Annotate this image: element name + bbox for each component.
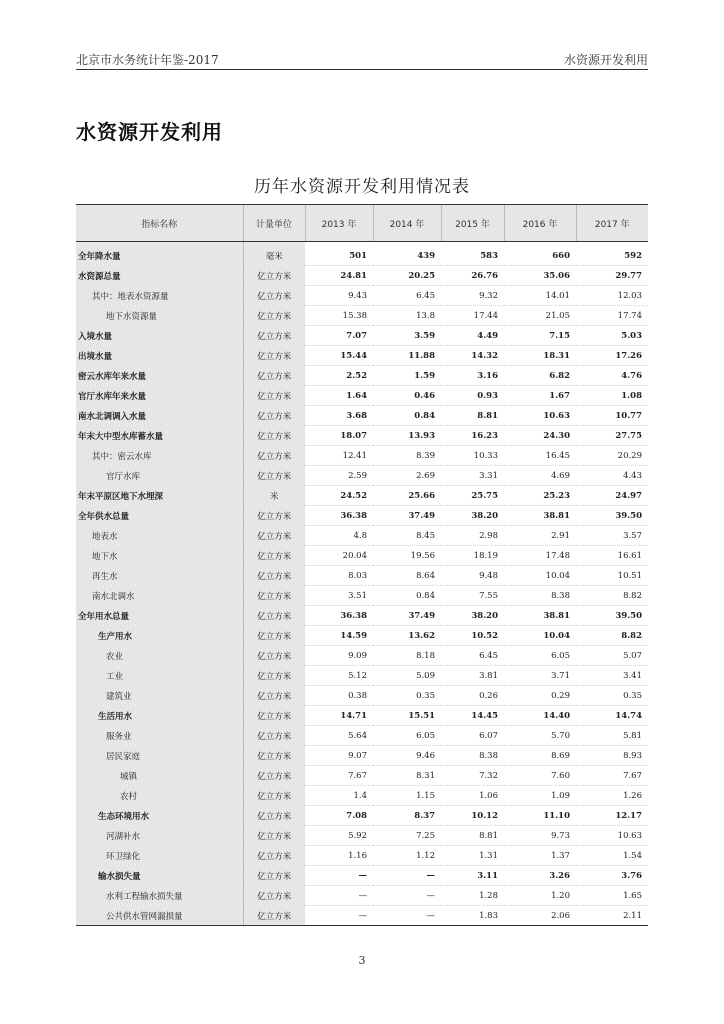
row-value-cell: 17.48 — [504, 546, 576, 566]
row-value-cell: 8.03 — [305, 566, 373, 586]
row-value-cell: 1.67 — [504, 386, 576, 406]
row-value-cell: 1.28 — [441, 886, 504, 906]
row-value-cell: 8.69 — [504, 746, 576, 766]
row-unit: 亿立方米 — [243, 826, 305, 846]
row-value-cell: 24.97 — [576, 486, 648, 506]
row-value-cell: 25.66 — [373, 486, 441, 506]
table-row — [76, 406, 648, 426]
table-row — [76, 266, 648, 286]
table-title: 历年水资源开发利用情况表 — [254, 177, 470, 197]
row-value-cell: — — [305, 866, 373, 886]
running-header — [76, 47, 648, 70]
row-indicator-name: 入境水量 — [76, 326, 243, 346]
row-indicator-name: 地下水 — [76, 546, 243, 566]
row-value-cell: 8.18 — [373, 646, 441, 666]
row-indicator-name: 生活用水 — [76, 706, 243, 726]
row-value-cell: 8.37 — [373, 806, 441, 826]
row-indicator-name: 地下水资源量 — [76, 306, 243, 326]
table-row — [76, 606, 648, 626]
row-value-cell: 0.35 — [373, 686, 441, 706]
row-unit: 亿立方米 — [243, 366, 305, 386]
row-value-cell: 1.15 — [373, 786, 441, 806]
row-value-cell: 3.68 — [305, 406, 373, 426]
row-indicator-name: 生态环境用水 — [76, 806, 243, 826]
row-value-cell: — — [373, 886, 441, 906]
row-value-cell: 1.83 — [441, 906, 504, 926]
row-value-cell: 29.77 — [576, 266, 648, 286]
row-value-cell: 8.82 — [576, 586, 648, 606]
row-unit: 亿立方米 — [243, 586, 305, 606]
row-value-cell: 13.62 — [373, 626, 441, 646]
row-unit: 亿立方米 — [243, 466, 305, 486]
row-value-cell: 12.03 — [576, 286, 648, 306]
row-value-cell: 25.75 — [441, 486, 504, 506]
row-value-cell: 9.46 — [373, 746, 441, 766]
table-row — [76, 426, 648, 446]
row-value-cell: 8.93 — [576, 746, 648, 766]
row-unit: 亿立方米 — [243, 326, 305, 346]
row-value-cell: 17.74 — [576, 306, 648, 326]
column-header-year: 2017 年 — [576, 205, 648, 242]
row-value-cell: — — [305, 886, 373, 906]
row-unit: 亿立方米 — [243, 906, 305, 926]
row-value-cell: 14.71 — [305, 706, 373, 726]
row-value-cell: 8.64 — [373, 566, 441, 586]
row-value-cell: 3.31 — [441, 466, 504, 486]
row-value-cell: 1.08 — [576, 386, 648, 406]
row-value-cell: 10.33 — [441, 446, 504, 466]
row-unit: 亿立方米 — [243, 626, 305, 646]
row-value-cell: 10.04 — [504, 626, 576, 646]
row-value-cell: 15.51 — [373, 706, 441, 726]
row-value-cell: 10.63 — [576, 826, 648, 846]
row-value-cell: 9.32 — [441, 286, 504, 306]
row-value-cell: 660 — [504, 242, 576, 266]
table-row — [76, 706, 648, 726]
row-value-cell: 1.59 — [373, 366, 441, 386]
table-row — [76, 686, 648, 706]
row-unit: 亿立方米 — [243, 786, 305, 806]
row-value-cell: 1.4 — [305, 786, 373, 806]
row-value-cell: 12.41 — [305, 446, 373, 466]
row-value-cell: 10.51 — [576, 566, 648, 586]
row-value-cell: 18.19 — [441, 546, 504, 566]
table-row — [76, 526, 648, 546]
row-indicator-name: 环卫绿化 — [76, 846, 243, 866]
table-row — [76, 306, 648, 326]
row-indicator-name: 工业 — [76, 666, 243, 686]
row-value-cell: 38.20 — [441, 506, 504, 526]
row-indicator-name: 全年降水量 — [76, 242, 243, 266]
table-row — [76, 566, 648, 586]
row-value-cell: 9.07 — [305, 746, 373, 766]
row-value-cell: 11.10 — [504, 806, 576, 826]
row-value-cell: 592 — [576, 242, 648, 266]
table-row — [76, 866, 648, 886]
row-value-cell: 9.48 — [441, 566, 504, 586]
row-value-cell: 4.8 — [305, 526, 373, 546]
row-indicator-name: 南水北调水 — [76, 586, 243, 606]
row-unit: 亿立方米 — [243, 406, 305, 426]
row-value-cell: 1.31 — [441, 846, 504, 866]
row-value-cell: 7.15 — [504, 326, 576, 346]
row-unit: 亿立方米 — [243, 846, 305, 866]
row-value-cell: 3.16 — [441, 366, 504, 386]
column-header-indicator: 指标名称 — [76, 205, 243, 242]
table-row — [76, 286, 648, 306]
row-unit: 亿立方米 — [243, 666, 305, 686]
header-book-title: 北京市水务统计年鉴-2017 — [76, 53, 219, 67]
row-indicator-name: 出境水量 — [76, 346, 243, 366]
row-value-cell: 37.49 — [373, 606, 441, 626]
row-value-cell: 2.52 — [305, 366, 373, 386]
row-value-cell: 0.38 — [305, 686, 373, 706]
row-indicator-name: 官厅水库年来水量 — [76, 386, 243, 406]
row-value-cell: 3.59 — [373, 326, 441, 346]
row-value-cell: 5.81 — [576, 726, 648, 746]
row-value-cell: 1.20 — [504, 886, 576, 906]
row-value-cell: 0.29 — [504, 686, 576, 706]
row-value-cell: 13.8 — [373, 306, 441, 326]
row-unit: 亿立方米 — [243, 866, 305, 886]
table-row — [76, 466, 648, 486]
row-value-cell: 6.45 — [441, 646, 504, 666]
column-header-year: 2016 年 — [504, 205, 576, 242]
column-header-year: 2013 年 — [305, 205, 373, 242]
row-value-cell: 8.31 — [373, 766, 441, 786]
row-indicator-name: 全年供水总量 — [76, 506, 243, 526]
row-value-cell: 14.45 — [441, 706, 504, 726]
row-indicator-name: 服务业 — [76, 726, 243, 746]
table-row — [76, 646, 648, 666]
row-indicator-name: 其中：地表水资源量 — [76, 286, 243, 306]
header-section-name: 水资源开发利用 — [563, 53, 648, 67]
row-unit: 毫米 — [243, 242, 305, 266]
row-value-cell: 3.26 — [504, 866, 576, 886]
table-row — [76, 366, 648, 386]
row-value-cell: 14.74 — [576, 706, 648, 726]
row-value-cell: 3.81 — [441, 666, 504, 686]
row-value-cell: 8.38 — [441, 746, 504, 766]
row-value-cell: 8.81 — [441, 406, 504, 426]
row-value-cell: 24.81 — [305, 266, 373, 286]
row-unit: 亿立方米 — [243, 446, 305, 466]
row-value-cell: 8.45 — [373, 526, 441, 546]
row-value-cell: 8.38 — [504, 586, 576, 606]
table-row — [76, 506, 648, 526]
table-row — [76, 242, 648, 266]
row-value-cell: 8.81 — [441, 826, 504, 846]
row-value-cell: 439 — [373, 242, 441, 266]
row-value-cell: 19.56 — [373, 546, 441, 566]
row-value-cell: 9.73 — [504, 826, 576, 846]
row-unit: 亿立方米 — [243, 306, 305, 326]
row-indicator-name: 年末平原区地下水埋深 — [76, 486, 243, 506]
row-value-cell: 4.43 — [576, 466, 648, 486]
row-indicator-name: 农业 — [76, 646, 243, 666]
table-row — [76, 486, 648, 506]
row-value-cell: 38.20 — [441, 606, 504, 626]
row-value-cell: 17.26 — [576, 346, 648, 366]
row-unit: 亿立方米 — [243, 726, 305, 746]
row-value-cell: 0.84 — [373, 586, 441, 606]
row-value-cell: 3.11 — [441, 866, 504, 886]
row-indicator-name: 河湖补水 — [76, 826, 243, 846]
table-row — [76, 846, 648, 866]
row-value-cell: — — [373, 906, 441, 926]
column-header-year: 2015 年 — [441, 205, 504, 242]
row-indicator-name: 再生水 — [76, 566, 243, 586]
table-row — [76, 806, 648, 826]
column-header-unit: 计量单位 — [243, 205, 305, 242]
row-value-cell: 9.43 — [305, 286, 373, 306]
row-value-cell: 2.11 — [576, 906, 648, 926]
row-unit: 亿立方米 — [243, 386, 305, 406]
row-value-cell: 0.35 — [576, 686, 648, 706]
row-value-cell: 6.45 — [373, 286, 441, 306]
table-row — [76, 386, 648, 406]
row-unit: 亿立方米 — [243, 746, 305, 766]
table-row — [76, 626, 648, 646]
row-indicator-name: 年末大中型水库蓄水量 — [76, 426, 243, 446]
row-indicator-name: 水利工程输水损失量 — [76, 886, 243, 906]
row-value-cell: 0.46 — [373, 386, 441, 406]
row-value-cell: 1.37 — [504, 846, 576, 866]
row-value-cell: 38.81 — [504, 606, 576, 626]
row-value-cell: 5.07 — [576, 646, 648, 666]
row-value-cell: 7.55 — [441, 586, 504, 606]
row-value-cell: — — [373, 866, 441, 886]
row-value-cell: 8.39 — [373, 446, 441, 466]
row-indicator-name: 生产用水 — [76, 626, 243, 646]
row-unit: 亿立方米 — [243, 526, 305, 546]
row-value-cell: 5.09 — [373, 666, 441, 686]
row-value-cell: 7.60 — [504, 766, 576, 786]
row-value-cell: — — [305, 906, 373, 926]
table-row — [76, 346, 648, 366]
row-value-cell: 3.76 — [576, 866, 648, 886]
row-value-cell: 6.07 — [441, 726, 504, 746]
row-value-cell: 12.17 — [576, 806, 648, 826]
table-header-row — [76, 205, 648, 242]
row-value-cell: 1.16 — [305, 846, 373, 866]
row-value-cell: 14.59 — [305, 626, 373, 646]
page-number: 3 — [358, 954, 366, 967]
table-row — [76, 906, 648, 926]
row-value-cell: 14.01 — [504, 286, 576, 306]
row-value-cell: 5.03 — [576, 326, 648, 346]
row-value-cell: 3.51 — [305, 586, 373, 606]
row-value-cell: 1.06 — [441, 786, 504, 806]
row-value-cell: 35.06 — [504, 266, 576, 286]
row-unit: 亿立方米 — [243, 766, 305, 786]
row-indicator-name: 输水损失量 — [76, 866, 243, 886]
row-value-cell: 10.04 — [504, 566, 576, 586]
row-unit: 亿立方米 — [243, 886, 305, 906]
row-value-cell: 6.82 — [504, 366, 576, 386]
row-value-cell: 37.49 — [373, 506, 441, 526]
row-value-cell: 16.45 — [504, 446, 576, 466]
table-row — [76, 586, 648, 606]
row-value-cell: 15.38 — [305, 306, 373, 326]
row-unit: 米 — [243, 486, 305, 506]
table-row — [76, 326, 648, 346]
row-value-cell: 24.52 — [305, 486, 373, 506]
table-row — [76, 746, 648, 766]
row-value-cell: 16.61 — [576, 546, 648, 566]
row-indicator-name: 城镇 — [76, 766, 243, 786]
row-unit: 亿立方米 — [243, 606, 305, 626]
row-value-cell: 9.09 — [305, 646, 373, 666]
row-value-cell: 18.07 — [305, 426, 373, 446]
row-value-cell: 14.40 — [504, 706, 576, 726]
row-value-cell: 27.75 — [576, 426, 648, 446]
row-unit: 亿立方米 — [243, 346, 305, 366]
row-indicator-name: 地表水 — [76, 526, 243, 546]
row-value-cell: 501 — [305, 242, 373, 266]
row-value-cell: 7.67 — [576, 766, 648, 786]
row-value-cell: 583 — [441, 242, 504, 266]
row-indicator-name: 其中：密云水库 — [76, 446, 243, 466]
row-value-cell: 10.77 — [576, 406, 648, 426]
row-value-cell: 3.57 — [576, 526, 648, 546]
row-value-cell: 2.59 — [305, 466, 373, 486]
row-unit: 亿立方米 — [243, 266, 305, 286]
table-body — [76, 242, 648, 926]
row-value-cell: 4.76 — [576, 366, 648, 386]
row-value-cell: 1.26 — [576, 786, 648, 806]
table-row — [76, 886, 648, 906]
row-value-cell: 5.92 — [305, 826, 373, 846]
row-value-cell: 10.12 — [441, 806, 504, 826]
row-value-cell: 18.31 — [504, 346, 576, 366]
row-value-cell: 1.54 — [576, 846, 648, 866]
row-value-cell: 5.12 — [305, 666, 373, 686]
row-unit: 亿立方米 — [243, 426, 305, 446]
row-value-cell: 8.82 — [576, 626, 648, 646]
row-value-cell: 20.25 — [373, 266, 441, 286]
row-value-cell: 10.52 — [441, 626, 504, 646]
row-value-cell: 6.05 — [373, 726, 441, 746]
row-value-cell: 20.29 — [576, 446, 648, 466]
table-row — [76, 726, 648, 746]
row-indicator-name: 官厅水库 — [76, 466, 243, 486]
row-value-cell: 38.81 — [504, 506, 576, 526]
row-value-cell: 1.12 — [373, 846, 441, 866]
table-row — [76, 786, 648, 806]
row-value-cell: 36.38 — [305, 506, 373, 526]
row-value-cell: 39.50 — [576, 606, 648, 626]
row-indicator-name: 水资源总量 — [76, 266, 243, 286]
row-value-cell: 36.38 — [305, 606, 373, 626]
row-value-cell: 2.06 — [504, 906, 576, 926]
row-value-cell: 4.69 — [504, 466, 576, 486]
table-row — [76, 666, 648, 686]
row-value-cell: 2.69 — [373, 466, 441, 486]
row-value-cell: 2.98 — [441, 526, 504, 546]
row-unit: 亿立方米 — [243, 506, 305, 526]
row-unit: 亿立方米 — [243, 686, 305, 706]
row-value-cell: 3.41 — [576, 666, 648, 686]
column-header-year: 2014 年 — [373, 205, 441, 242]
row-value-cell: 39.50 — [576, 506, 648, 526]
row-value-cell: 14.32 — [441, 346, 504, 366]
row-value-cell: 7.07 — [305, 326, 373, 346]
row-value-cell: 5.64 — [305, 726, 373, 746]
row-unit: 亿立方米 — [243, 806, 305, 826]
row-value-cell: 1.09 — [504, 786, 576, 806]
row-unit: 亿立方米 — [243, 566, 305, 586]
row-value-cell: 7.25 — [373, 826, 441, 846]
table-row — [76, 446, 648, 466]
row-value-cell: 7.32 — [441, 766, 504, 786]
row-value-cell: 11.88 — [373, 346, 441, 366]
row-value-cell: 7.67 — [305, 766, 373, 786]
row-value-cell: 17.44 — [441, 306, 504, 326]
row-unit: 亿立方米 — [243, 286, 305, 306]
row-value-cell: 26.76 — [441, 266, 504, 286]
water-resources-table — [76, 204, 648, 926]
row-unit: 亿立方米 — [243, 546, 305, 566]
row-value-cell: 0.26 — [441, 686, 504, 706]
row-value-cell: 24.30 — [504, 426, 576, 446]
row-value-cell: 25.23 — [504, 486, 576, 506]
row-indicator-name: 密云水库年来水量 — [76, 366, 243, 386]
row-indicator-name: 全年用水总量 — [76, 606, 243, 626]
section-title: 水资源开发利用 — [76, 120, 223, 144]
table-row — [76, 766, 648, 786]
row-value-cell: 21.05 — [504, 306, 576, 326]
row-value-cell: 20.04 — [305, 546, 373, 566]
row-unit: 亿立方米 — [243, 646, 305, 666]
row-value-cell: 15.44 — [305, 346, 373, 366]
row-value-cell: 6.05 — [504, 646, 576, 666]
row-value-cell: 7.08 — [305, 806, 373, 826]
table-row — [76, 826, 648, 846]
row-value-cell: 3.71 — [504, 666, 576, 686]
row-value-cell: 4.49 — [441, 326, 504, 346]
row-value-cell: 5.70 — [504, 726, 576, 746]
row-indicator-name: 公共供水管网漏损量 — [76, 906, 243, 926]
row-value-cell: 1.65 — [576, 886, 648, 906]
row-value-cell: 10.63 — [504, 406, 576, 426]
row-indicator-name: 南水北调调入水量 — [76, 406, 243, 426]
row-indicator-name: 建筑业 — [76, 686, 243, 706]
row-value-cell: 2.91 — [504, 526, 576, 546]
row-value-cell: 0.93 — [441, 386, 504, 406]
row-value-cell: 13.93 — [373, 426, 441, 446]
row-indicator-name: 居民家庭 — [76, 746, 243, 766]
row-unit: 亿立方米 — [243, 706, 305, 726]
table-row — [76, 546, 648, 566]
row-indicator-name: 农村 — [76, 786, 243, 806]
row-value-cell: 0.84 — [373, 406, 441, 426]
row-value-cell: 1.64 — [305, 386, 373, 406]
row-value-cell: 16.23 — [441, 426, 504, 446]
